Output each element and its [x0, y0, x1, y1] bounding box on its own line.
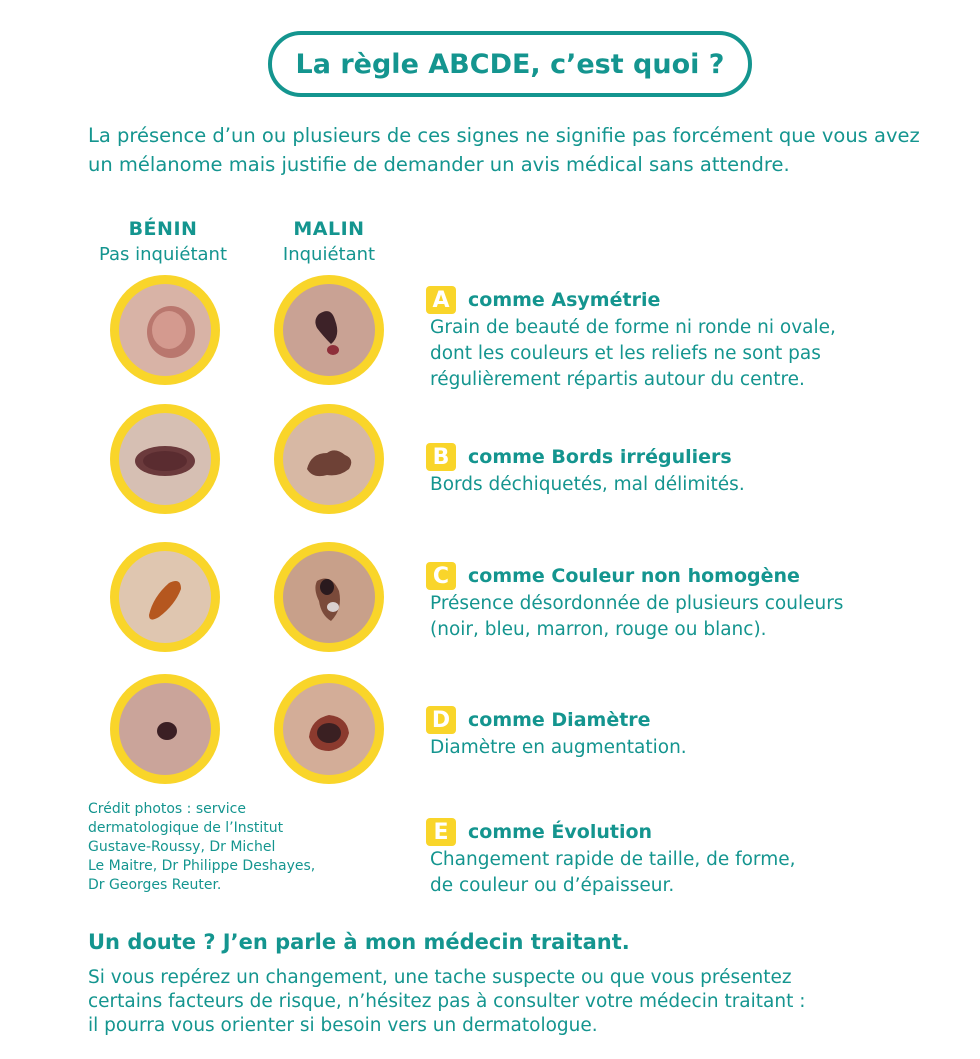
- benign-subtitle: Pas inquiétant: [98, 244, 228, 265]
- criterion-name: comme Évolution: [468, 821, 653, 843]
- benign-mole-color-photo: [110, 542, 220, 652]
- malignant-title: MALIN: [293, 218, 365, 240]
- benign-column-header: [73, 216, 253, 268]
- malignant-mole-color-photo: [274, 542, 384, 652]
- criterion-description: Changement rapide de taille, de forme, de couleur ou d’épaisseur.: [430, 849, 796, 896]
- criterion-letter-badge: D: [426, 706, 456, 734]
- criterion-description: Grain de beauté de forme ni ronde ni ovale, dont les couleurs et les reliefs ne sont pas régulièrement répartis autour du centre.: [430, 317, 836, 390]
- malignant-mole-asymmetry-photo: [274, 275, 384, 385]
- photo-credit: Crédit photos : service dermatologique de l’Institut Gustave-Roussy, Dr Michel Le Maitre, Dr Philippe Deshayes, Dr Georges Reuter.: [88, 801, 316, 893]
- doubt-text: Si vous repérez un changement, une tache suspecte ou que vous présentez certains facteurs de risque, n’hésitez pas à consulter votre médecin traitant : il pourra vous orienter si besoin vers un dermatologue.: [88, 967, 806, 1036]
- criterion-borders: [426, 442, 946, 498]
- criterion-letter-badge: A: [426, 286, 456, 314]
- benign-mole-asymmetry-photo: [110, 275, 220, 385]
- criterion-name: comme Bords irréguliers: [468, 446, 732, 468]
- criterion-name: comme Asymétrie: [468, 289, 661, 311]
- malignant-mole-diameter-photo: [274, 674, 384, 784]
- criterion-description: Présence désordonnée de plusieurs couleurs (noir, bleu, marron, rouge ou blanc).: [430, 593, 844, 640]
- doubt-heading: Un doute ? J’en parle à mon médecin traitant.: [88, 930, 630, 954]
- criterion-evolution: [426, 817, 946, 899]
- malignant-column-header: [239, 216, 419, 268]
- criterion-name: comme Diamètre: [468, 709, 651, 731]
- benign-mole-borders-photo: [110, 404, 220, 514]
- criterion-letter-badge: B: [426, 443, 456, 471]
- criterion-letter-badge: C: [426, 562, 456, 590]
- criterion-name: comme Couleur non homogène: [468, 565, 800, 587]
- benign-mole-diameter-photo: [110, 674, 220, 784]
- malignant-subtitle: Inquiétant: [282, 244, 376, 265]
- criterion-description: Bords déchiquetés, mal délimités.: [430, 474, 745, 495]
- benign-title: BÉNIN: [128, 218, 198, 240]
- intro-text: La présence d’un ou plusieurs de ces signes ne signifie pas forcément que vous avez un mélanome mais justifie de demander un avis médical sans attendre.: [88, 124, 920, 176]
- page-title: La règle ABCDE, c’est quoi ?: [268, 31, 752, 97]
- criterion-description: Diamètre en augmentation.: [430, 737, 687, 758]
- malignant-mole-borders-photo: [274, 404, 384, 514]
- criterion-letter-badge: E: [426, 818, 456, 846]
- criterion-color: [426, 561, 946, 643]
- criterion-asymmetry: [426, 285, 946, 393]
- criterion-diameter: [426, 705, 946, 761]
